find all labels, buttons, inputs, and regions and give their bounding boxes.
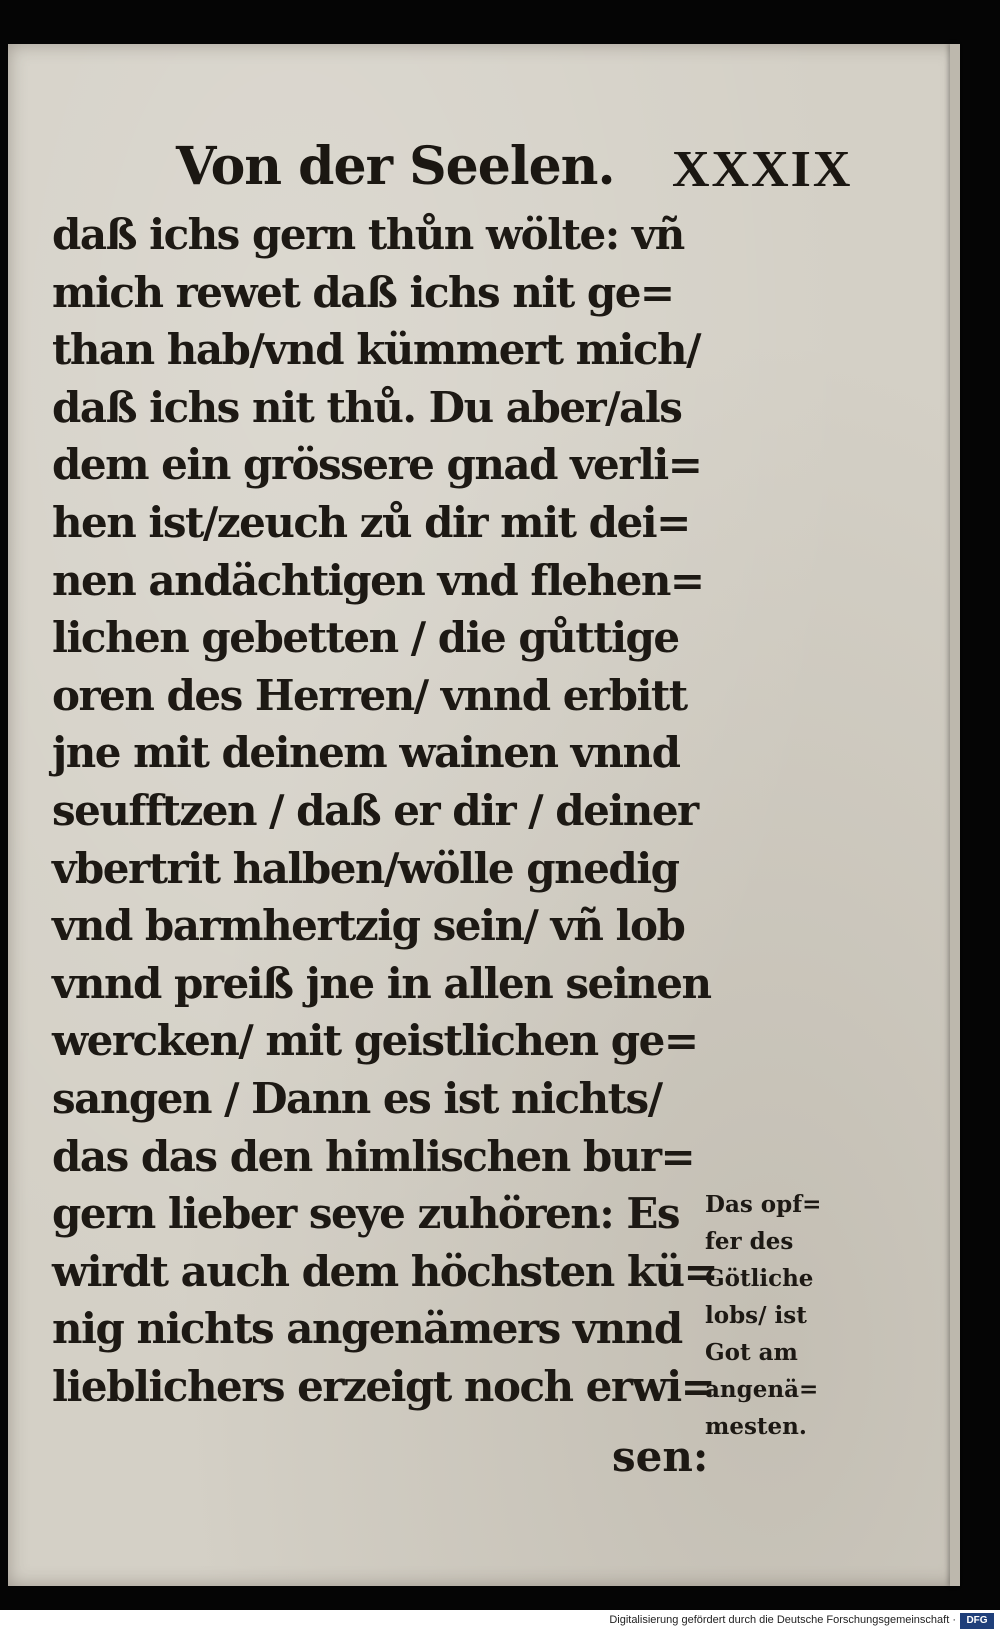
text-line: gern lieber seye zuhören: Es [52, 1189, 680, 1239]
text-line: vbertrit halben/wölle gnedig [52, 843, 679, 893]
dfg-logo: DFG [960, 1613, 994, 1629]
text-line: seufftzen / daß er dir / deiner [52, 785, 698, 835]
running-title: Von der Seelen. [176, 136, 615, 197]
book-page [8, 44, 960, 1586]
text-line: hen ist/zeuch zů dir mit dei= [52, 497, 690, 547]
text-line: das das den himlischen bur= [52, 1131, 695, 1181]
text-line: daß ichs gern thůn wölte: vñ [52, 210, 684, 259]
page-edge [950, 44, 960, 1586]
text-line: than hab/vnd kümmert mich/ [52, 325, 700, 375]
text-line: nig nichts angenämers vnnd [52, 1304, 682, 1354]
text-line: sangen / Dann es ist nichts/ [52, 1073, 662, 1123]
marginal-note-line: Got am [705, 1339, 798, 1366]
text-line: nen andächtigen vnd flehen= [52, 555, 704, 605]
text-line: daß ichs nit thů. Du aber/als [52, 382, 682, 432]
text-line: vnd barmhertzig sein/ vñ lob [52, 901, 685, 951]
text-line: oren des Herren/ vnnd erbitt [52, 670, 687, 720]
text-line: vnnd preiß jne in allen seinen [52, 958, 711, 1008]
text-line: lieblichers erzeigt noch erwi= [52, 1361, 715, 1411]
footer-credit-bar [0, 1610, 1000, 1633]
marginal-note-line: Das opf= [705, 1191, 822, 1218]
text-line: dem ein grössere gnad verli= [52, 440, 702, 490]
text-line: mich rewet daß ichs nit ge= [52, 267, 674, 317]
body-text [52, 206, 718, 1415]
folio-number: XXXIX [672, 141, 853, 198]
catchword: sen: [612, 1432, 709, 1481]
text-line: lichen gebetten / die gůttige [52, 613, 679, 663]
marginal-note [705, 1186, 821, 1445]
marginal-note-line: angenä= [705, 1376, 819, 1403]
text-line: jne mit deinem wainen vnnd [52, 728, 680, 778]
marginal-note-line: lobs/ ist [705, 1302, 807, 1329]
marginal-note-line: Götliche [705, 1265, 814, 1292]
funding-credit: Digitalisierung gefördert durch die Deutsche Forschungsgemeinschaft · [609, 1614, 956, 1626]
marginal-note-line: mesten. [705, 1413, 807, 1440]
text-line: wirdt auch dem höchsten kü= [52, 1246, 718, 1296]
text-line: wercken/ mit geistlichen ge= [52, 1016, 698, 1066]
marginal-note-line: fer des [705, 1228, 794, 1255]
